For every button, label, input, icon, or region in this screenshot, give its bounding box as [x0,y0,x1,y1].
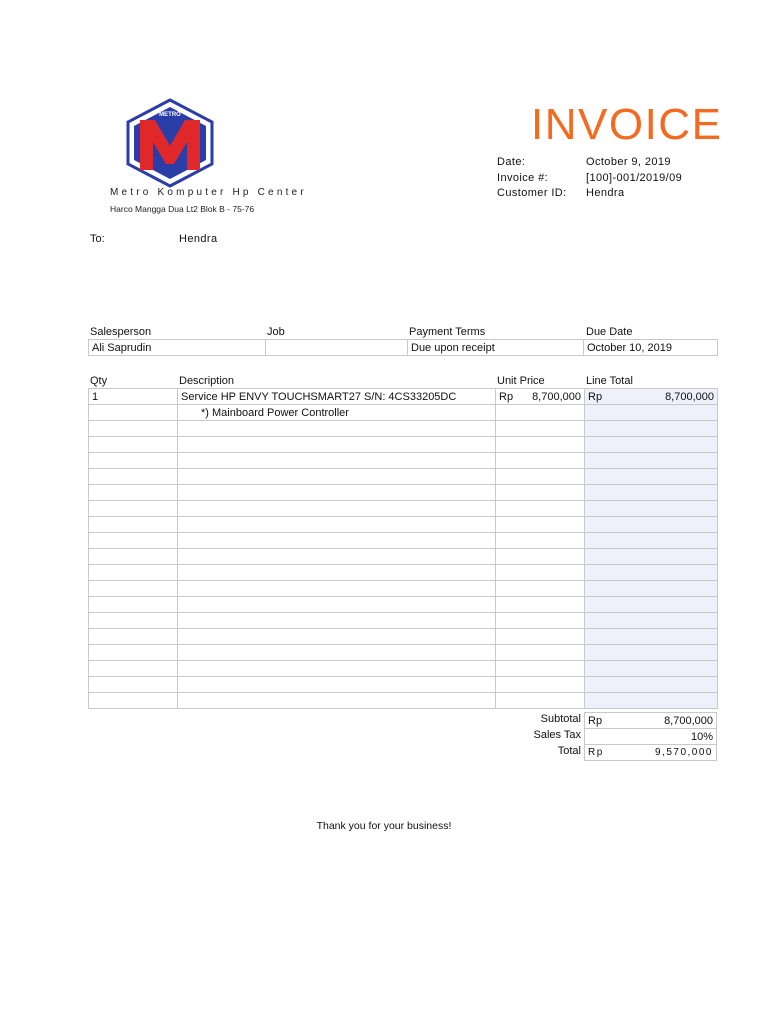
table-row [89,565,718,581]
currency-label: Rp [588,714,603,727]
qty-cell [89,469,178,485]
table-row [89,501,718,517]
unit-price-cell [496,469,585,485]
total-value: 9,570,000 [655,747,713,758]
unit-price-cell [496,453,585,469]
unit-price-cell [496,533,585,549]
unit-price-cell [496,581,585,597]
qty-cell [89,629,178,645]
line-total-cell [585,533,718,549]
payment-terms-header: Payment Terms [409,326,486,338]
qty-cell [89,421,178,437]
sales-tax-row [585,729,717,745]
job-value [266,340,408,356]
date-value: October 9, 2019 [586,156,671,168]
table-row [89,597,718,613]
unit-price-cell [496,437,585,453]
table-row [89,661,718,677]
unit-price-cell [496,645,585,661]
items-table [88,388,718,709]
unit-price-cell [496,565,585,581]
sales-tax-label: Sales Tax [533,729,581,741]
to-label: To: [90,233,105,245]
description-cell [178,597,496,613]
line-total-cell [585,661,718,677]
description-cell [178,661,496,677]
table-row [89,453,718,469]
description-cell [178,421,496,437]
description-cell [178,533,496,549]
unit-price-cell [496,661,585,677]
table-row [89,645,718,661]
qty-cell [89,437,178,453]
line-total-cell [585,693,718,709]
company-address: Harco Mangga Dua Lt2 Blok B - 75-76 [110,204,255,214]
currency-label: Rp [588,747,604,758]
qty-cell [89,501,178,517]
description-cell [178,565,496,581]
job-header: Job [267,326,285,338]
logo-text: METRO [159,112,181,118]
table-row [89,517,718,533]
unit-price-cell [496,501,585,517]
qty-cell [89,405,178,421]
line-total-cell [585,405,718,421]
table-row [89,421,718,437]
table-row [89,485,718,501]
line-total-cell [585,645,718,661]
unit-price-cell [496,405,585,421]
description-cell [178,485,496,501]
description-header: Description [179,375,235,387]
line-total-value: 8,700,000 [665,390,714,403]
date-label: Date: [497,156,526,168]
qty-cell [89,549,178,565]
line-total-cell [585,469,718,485]
table-row [89,581,718,597]
sales-tax-value: 10% [585,729,717,745]
company-logo [124,98,216,188]
subtotal-cell [585,713,717,729]
table-row [89,629,718,645]
line-total-header: Line Total [586,375,633,387]
totals-table [584,712,717,761]
table-row [89,533,718,549]
qty-cell [89,533,178,549]
table-row [89,469,718,485]
qty-header: Qty [90,375,108,387]
subtotal-row [585,713,717,729]
unit-price-cell [496,549,585,565]
line-total-cell [585,629,718,645]
qty-cell [89,645,178,661]
table-row [89,405,718,421]
line-total-cell [585,613,718,629]
table-row [89,677,718,693]
unit-price-cell [496,421,585,437]
unit-price-value: 8,700,000 [532,390,581,403]
customer-id-label: Customer ID: [497,187,567,199]
qty-cell [89,613,178,629]
currency-label: Rp [499,390,514,403]
line-total-cell [585,501,718,517]
company-name: Metro Komputer Hp Center [110,187,307,198]
description-cell [178,453,496,469]
total-label: Total [557,745,581,757]
qty-cell [89,453,178,469]
qty-cell: 1 [89,389,178,405]
qty-cell [89,677,178,693]
description-cell [178,469,496,485]
customer-id-value: Hendra [586,187,625,199]
qty-cell [89,597,178,613]
description-text: *) Mainboard Power Controller [201,406,349,419]
table-row [89,437,718,453]
line-total-cell [585,565,718,581]
thank-you-message: Thank you for your business! [316,820,452,832]
line-total-cell [585,437,718,453]
total-cell [585,745,717,761]
qty-cell [89,565,178,581]
description-cell [178,693,496,709]
line-total-cell [585,549,718,565]
unit-price-cell [496,613,585,629]
qty-cell [89,517,178,533]
qty-cell [89,693,178,709]
unit-price-cell [496,693,585,709]
description-cell [178,405,496,421]
unit-price-cell [496,629,585,645]
terms-row [89,340,718,356]
salesperson-value: Ali Saprudin [89,340,266,356]
description-cell [178,677,496,693]
table-row [89,613,718,629]
description-cell [178,549,496,565]
unit-price-cell [496,389,585,405]
description-cell [178,501,496,517]
total-row [585,745,717,761]
qty-cell [89,581,178,597]
salesperson-header: Salesperson [90,326,152,338]
subtotal-value: 8,700,000 [664,714,713,727]
line-total-cell [585,389,718,405]
table-row [89,693,718,709]
table-row [89,549,718,565]
unit-price-header: Unit Price [497,375,545,387]
due-date-value: October 10, 2019 [584,340,718,356]
unit-price-cell [496,517,585,533]
due-date-header: Due Date [586,326,633,338]
unit-price-cell [496,597,585,613]
payment-terms-value: Due upon receipt [408,340,584,356]
table-row [89,389,718,405]
invoice-number-value: [100]-001/2019/09 [586,172,683,184]
description-cell [178,581,496,597]
qty-cell [89,485,178,501]
unit-price-cell [496,677,585,693]
invoice-number-label: Invoice #: [497,172,549,184]
description-cell [178,645,496,661]
description-cell [178,629,496,645]
line-total-cell [585,597,718,613]
line-total-cell [585,517,718,533]
currency-label: Rp [588,390,603,403]
to-value: Hendra [179,233,218,245]
invoice-title: INVOICE [531,100,723,149]
qty-cell [89,661,178,677]
unit-price-cell [496,485,585,501]
line-total-cell [585,485,718,501]
terms-table [88,339,718,356]
line-total-cell [585,453,718,469]
description-cell [178,437,496,453]
line-total-cell [585,581,718,597]
subtotal-label: Subtotal [540,713,581,725]
description-cell: Service HP ENVY TOUCHSMART27 S/N: 4CS33205DC [178,389,496,405]
line-total-cell [585,421,718,437]
line-total-cell [585,677,718,693]
description-cell [178,613,496,629]
description-cell [178,517,496,533]
